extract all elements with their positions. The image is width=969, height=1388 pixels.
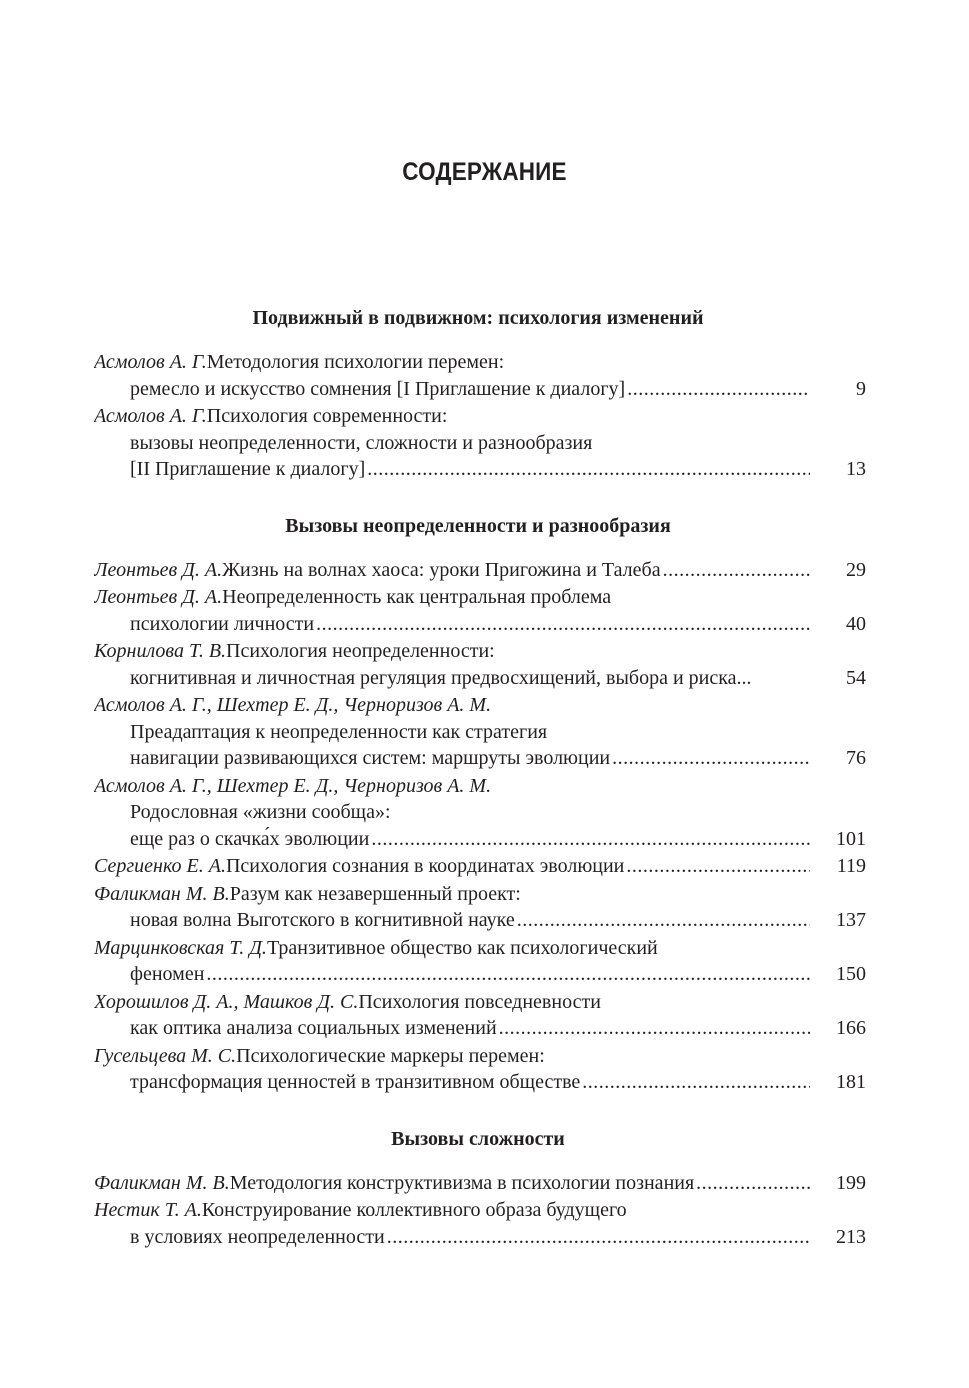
entry-line — [94, 719, 862, 746]
entry-line-body — [94, 638, 810, 665]
entry-line — [94, 1170, 866, 1197]
section-heading: Вызовы сложности — [391, 1127, 565, 1150]
toc-entry[interactable] — [94, 557, 866, 584]
entry-line-body — [130, 719, 810, 746]
entry-title: в условиях неопределенности — [130, 1225, 385, 1248]
entry-line — [94, 989, 862, 1016]
dot-leader — [626, 853, 810, 880]
toc-entry[interactable] — [94, 692, 866, 772]
entry-page-number: 54 — [846, 666, 866, 689]
entry-author: Сергиенко Е. А. — [94, 855, 226, 877]
entry-title: Методология психологии перемен: — [206, 351, 505, 373]
entry-line — [94, 907, 866, 934]
dot-leader — [517, 907, 810, 934]
entry-line-body — [130, 907, 810, 934]
entry-line-body — [94, 692, 810, 719]
entry-author: Марцинковская Т. Д. — [94, 936, 267, 959]
entry-line — [94, 692, 862, 719]
entry-line — [94, 881, 862, 908]
entry-line — [94, 853, 866, 880]
entry-title: когнитивная и личностная регуляция предвосхищений, выбора и риска... — [130, 666, 752, 689]
entry-line-body — [94, 935, 810, 962]
toc-entry[interactable] — [94, 403, 866, 483]
entry-line — [94, 1197, 862, 1224]
entry-title: Разум как незавершенный проект: — [229, 882, 521, 905]
entry-line-body — [94, 349, 810, 376]
entry-author: Корнилова Т. В. — [94, 640, 227, 662]
entry-line — [94, 773, 862, 800]
entry-line — [94, 403, 862, 430]
entry-line — [94, 1015, 866, 1042]
entry-line-body — [130, 611, 810, 638]
entry-line — [94, 745, 866, 772]
entry-page-number: 40 — [846, 612, 866, 635]
entry-line-body — [94, 1043, 810, 1070]
toc-entry[interactable] — [94, 638, 866, 691]
dot-leader — [627, 376, 810, 403]
entry-page-number: 76 — [846, 747, 866, 769]
entry-title: Психология современности: — [206, 405, 448, 427]
entry-title: ремесло и искусство сомнения [I Приглашение к диалогу] — [130, 377, 626, 400]
entry-author: Леонтьев Д. А. — [94, 558, 223, 581]
entry-line-body — [130, 376, 810, 403]
section-heading: Вызовы неопределенности и разнообразия — [285, 514, 671, 537]
toc-entry[interactable] — [94, 935, 866, 988]
entry-page-number: 199 — [836, 1171, 866, 1194]
entry-title: Психология неопределенности: — [226, 640, 495, 662]
entry-line-body — [94, 1170, 810, 1197]
dot-leader — [582, 1069, 810, 1096]
entry-author: Фаликман М. В. — [94, 1171, 230, 1194]
entry-line — [94, 638, 862, 665]
table-of-contents — [94, 305, 866, 1280]
entry-line — [94, 430, 862, 457]
entry-line-body — [94, 881, 810, 908]
entry-line-body — [94, 557, 810, 584]
toc-entry[interactable] — [94, 881, 866, 934]
entry-title: Психологические маркеры перемен: — [236, 1044, 545, 1067]
entry-page-number: 213 — [836, 1225, 866, 1248]
entry-line-body — [130, 1224, 810, 1251]
entry-title: Транзитивное общество как психологический — [266, 936, 658, 959]
entry-title: Родословная «жизни сообща»: — [130, 801, 391, 823]
entry-line — [94, 961, 866, 988]
entry-line — [94, 1224, 866, 1251]
entry-line — [94, 1069, 866, 1096]
entry-page-number: 101 — [836, 827, 866, 850]
entry-line-body — [94, 773, 810, 800]
dot-leader — [387, 1224, 810, 1251]
toc-entry[interactable] — [94, 1170, 866, 1197]
entry-page-number: 137 — [836, 909, 866, 931]
entry-line — [94, 584, 862, 611]
toc-entry[interactable] — [94, 584, 866, 637]
entry-line-body — [130, 1069, 810, 1096]
entry-line — [94, 799, 862, 826]
entry-line-body — [130, 456, 810, 483]
entry-page-number: 119 — [836, 855, 866, 877]
toc-entry[interactable] — [94, 349, 866, 402]
entry-title: новая волна Выготского в когнитивной науке — [130, 909, 515, 931]
entry-line-body — [94, 403, 810, 430]
entry-line — [94, 935, 862, 962]
entry-title: Преадаптация к неопределенности как стратегия — [130, 720, 548, 743]
entry-line — [94, 826, 866, 853]
entry-page-number: 29 — [846, 558, 866, 581]
entry-line — [94, 376, 866, 403]
entry-title: навигации развивающихся систем: маршруты эволюции — [130, 747, 611, 769]
dot-leader — [206, 961, 810, 988]
entry-line-body — [130, 430, 810, 457]
toc-entry[interactable] — [94, 853, 866, 880]
entry-line-body — [94, 989, 810, 1016]
dot-leader — [696, 1170, 810, 1197]
entry-line — [94, 349, 862, 376]
entry-page-number: 166 — [836, 1017, 866, 1039]
entry-title: [II Приглашение к диалогу] — [130, 458, 366, 480]
entry-author: Асмолов А. Г. — [94, 351, 207, 373]
entry-title: Психология сознания в координатах эволюции — [225, 855, 625, 877]
entry-author: Нестик Т. А. — [94, 1199, 202, 1221]
entry-line-body — [94, 853, 810, 880]
entry-line — [94, 1043, 862, 1070]
toc-entry[interactable] — [94, 773, 866, 853]
entry-page-number: 13 — [846, 458, 866, 480]
entry-line-body — [130, 1015, 810, 1042]
entry-author: Гусельцева М. С. — [94, 1044, 237, 1067]
entry-line-body — [130, 799, 810, 826]
entry-page-number: 9 — [856, 377, 866, 400]
entry-author: Леонтьев Д. А. — [94, 586, 223, 608]
entry-title: психологии личности — [130, 612, 315, 635]
entry-title: Психология повседневности — [358, 990, 601, 1013]
entry-title: Конструирование коллективного образа будущего — [201, 1199, 627, 1221]
toc-section — [94, 513, 866, 1096]
entry-title: еще раз о скачка́х эволюции — [130, 827, 370, 850]
entry-title: Неопределенность как центральная проблема — [222, 586, 612, 608]
toc-entry[interactable] — [94, 989, 866, 1042]
dot-leader — [367, 456, 810, 483]
dot-leader — [612, 745, 810, 772]
entry-line — [94, 611, 866, 638]
entry-line-body — [94, 1197, 810, 1224]
page-title: СОДЕРЖАНИЕ — [402, 158, 567, 186]
entry-title: феномен — [130, 963, 205, 985]
entry-line-body — [130, 745, 810, 772]
entry-title: Методология конструктивизма в психологии познания — [229, 1171, 695, 1194]
entry-line — [94, 557, 866, 584]
entry-line-body — [130, 826, 810, 853]
dot-leader — [499, 1015, 810, 1042]
entry-page-number: 150 — [836, 963, 866, 985]
entry-author: Хорошилов Д. А., Машков Д. С. — [94, 990, 359, 1013]
entry-author: Асмолов А. Г., Шехтер Е. Д., Черноризов А. М. — [94, 694, 492, 716]
section-heading: Подвижный в подвижном: психология изменений — [252, 307, 704, 329]
entry-page-number: 181 — [836, 1071, 866, 1093]
dot-leader — [663, 557, 810, 584]
entry-title: Жизнь на волнах хаоса: уроки Пригожина и Талеба — [222, 558, 661, 581]
entry-title: как оптика анализа социальных изменений — [130, 1017, 497, 1039]
entry-title: трансформация ценностей в транзитивном обществе — [130, 1071, 581, 1093]
entry-line-body — [130, 961, 810, 988]
entry-title: вызовы неопределенности, сложности и разнообразия — [130, 431, 593, 454]
toc-section — [94, 305, 866, 483]
toc-entry[interactable] — [94, 1043, 866, 1096]
entry-author: Асмолов А. Г., Шехтер Е. Д., Черноризов А. М. — [94, 774, 492, 797]
entry-line — [94, 665, 866, 692]
entry-line-body — [130, 665, 810, 692]
entry-author: Фаликман М. В. — [94, 882, 230, 905]
dot-leader — [316, 611, 810, 638]
dot-leader — [371, 826, 810, 853]
toc-section — [94, 1126, 866, 1251]
entry-line — [94, 456, 866, 483]
entry-line-body — [94, 584, 810, 611]
toc-entry[interactable] — [94, 1197, 866, 1250]
entry-author: Асмолов А. Г. — [94, 405, 207, 427]
